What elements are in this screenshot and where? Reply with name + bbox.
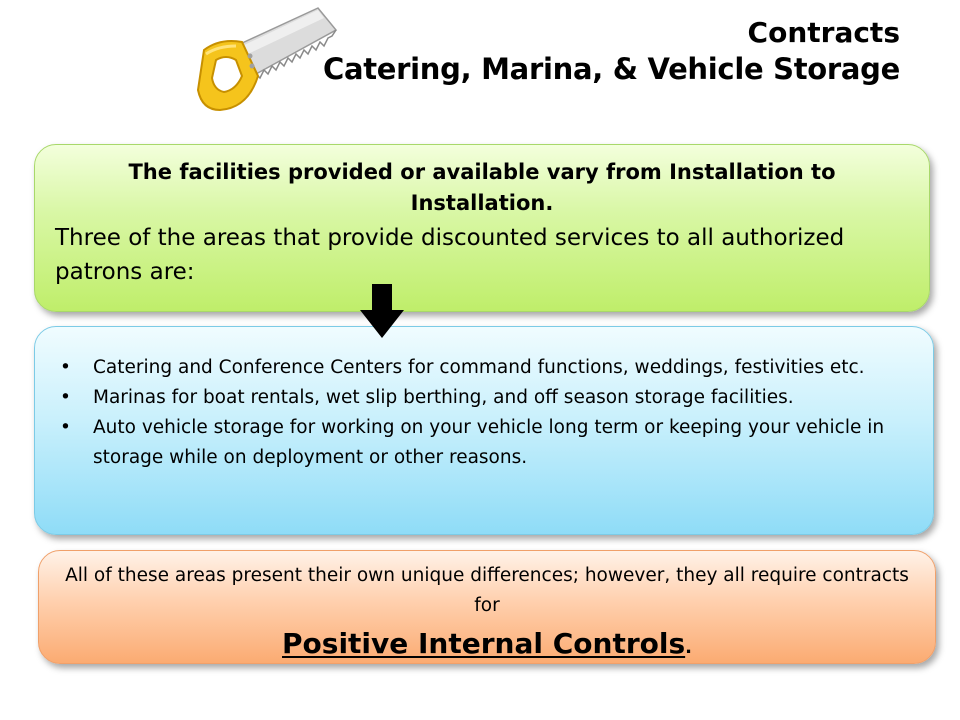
slide-title xyxy=(323,16,900,88)
title-line-1: Contracts xyxy=(747,16,900,49)
conclusion-emphasis: Positive Internal Controls xyxy=(282,627,686,660)
intro-text: Three of the areas that provide discounted services to all authorized patrons are: xyxy=(55,225,845,285)
conclusion-text: All of these areas present their own unique differences; however, they all require contracts for xyxy=(65,565,909,616)
list-item: • Auto vehicle storage for working on your vehicle long term or keeping your vehicle in storage while on deployment or other reasons. xyxy=(59,413,903,473)
hand-saw-icon xyxy=(190,4,340,114)
conclusion-box xyxy=(38,550,936,664)
conclusion-emphasis-line xyxy=(59,625,915,667)
conclusion-suffix: . xyxy=(685,637,692,658)
list-item: • Catering and Conference Centers for command functions, weddings, festivities etc. xyxy=(59,353,903,383)
intro-bold-text: The facilities provided or available vary from Installation to Installation. xyxy=(128,160,836,215)
list-item: • Marinas for boat rentals, wet slip berthing, and off season storage facilities. xyxy=(59,383,903,413)
services-box xyxy=(34,326,934,535)
down-arrow-icon xyxy=(358,284,406,340)
title-line-2: Catering, Marina, & Vehicle Storage xyxy=(322,52,900,86)
services-list xyxy=(59,353,903,473)
intro-box xyxy=(34,144,930,312)
